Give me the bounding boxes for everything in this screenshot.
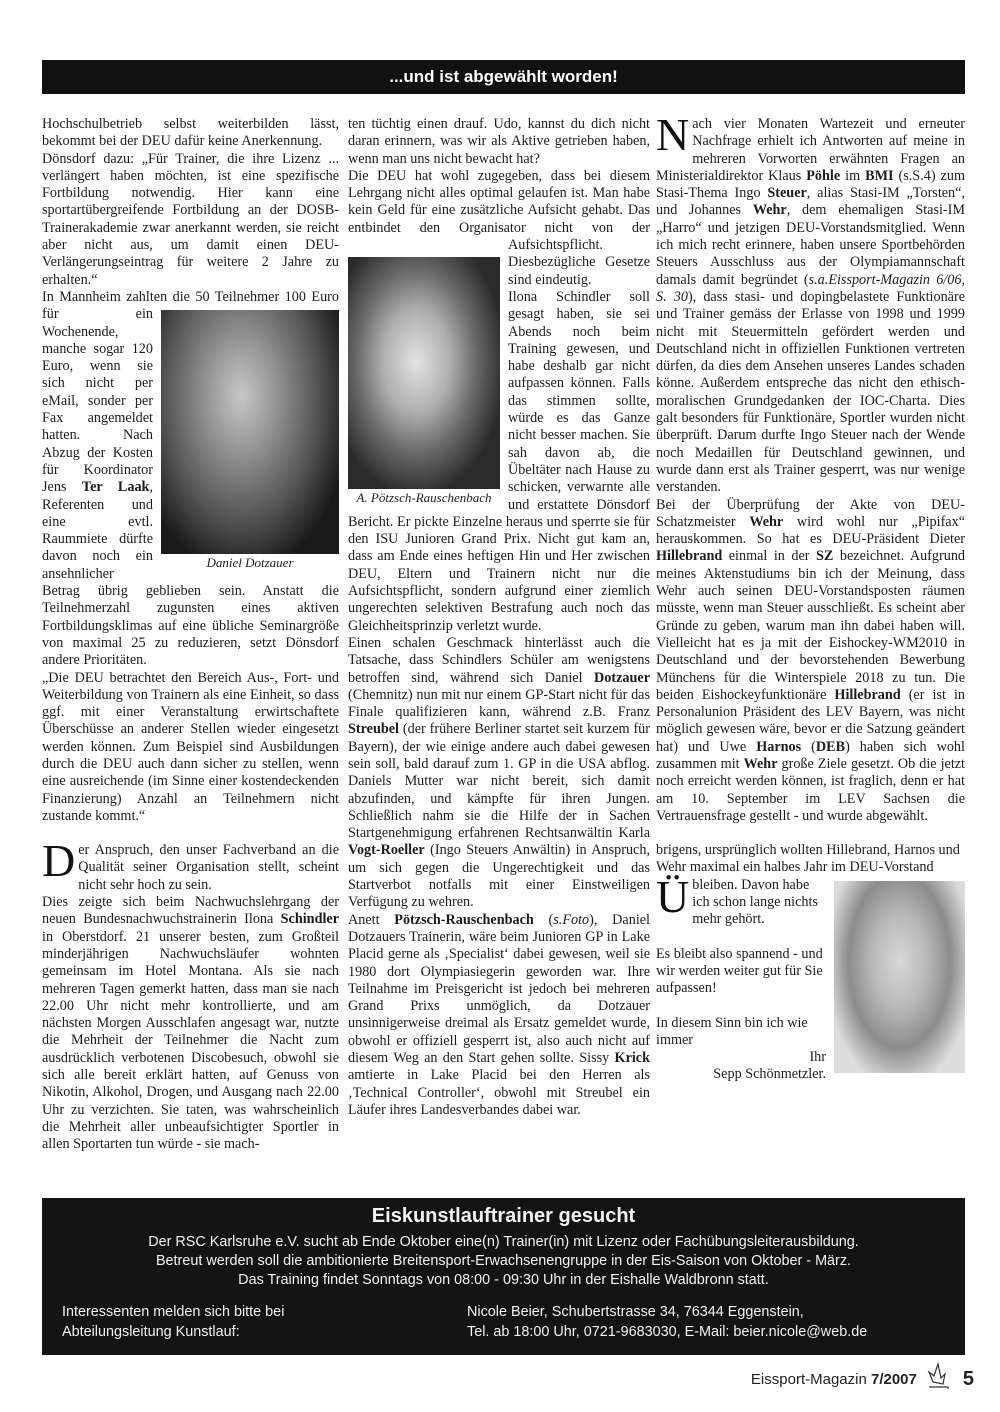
- bold-name: Hillebrand: [834, 686, 901, 703]
- paragraph: [348, 635, 650, 912]
- text-run: Dönsdorf dazu: „Für Trainer, die ihre Lizenz ... verlängert haben möchten, ist eine spezifische Fortbildung notwendig. Hier kann eine sportartübergreifende Fortbildung an der DOSB-Trainerakademie zwar anerkannt werden, sie reicht aber nicht aus, um damit einen DEU- Verlängerungseintrag für weitere 2 Jahre zu erhalten.“: [42, 150, 339, 288]
- job-advertisement: [42, 1198, 965, 1355]
- text-run: (der frühere Berliner startet seit kurzem für Bayern), der wie einige andere auch dabei gewesen sein soll, bald darauf zum 1. GP in die USA abflog. Daniels Mutter war nicht bereit, sich damit abzufinden, und kämpfte für ihren Jungen. Schließlich nahm sie die Hilfe der in Sachen Startgenehmigung erfahrenen Rechtsanwältin Karla: [348, 721, 650, 842]
- photo-caption: A. Pötzsch-Rauschenbach: [356, 489, 492, 505]
- text-run: ten tüchtig einen drauf. Udo, kannst du dich nicht daran erinnern, was wir als Aktive getrieben haben, wenn man uns nicht bewacht hat?: [348, 116, 650, 167]
- photo-sepp-schoenmetzler: [834, 881, 965, 1073]
- bold-name: Pötzsch-Rauschenbach: [394, 911, 534, 928]
- text-run: (er ist in Personalunion Präsident des LEV Bayern, was nicht möglich gewesen wäre, bevor er die Satzung geändert hat) und Uwe: [656, 686, 966, 755]
- photo-poetzsch-rauschenbach: [348, 257, 500, 489]
- bold-name: Harnos: [756, 738, 802, 755]
- article-column-1: [42, 116, 339, 1154]
- paragraph-dropcap: [42, 835, 339, 894]
- text-run: (s.S.4) zum Stasi-Thema Ingo: [656, 167, 965, 202]
- text-run: er Anspruch, den unser Fachverband an die Qualität seiner Organisation stellt, scheint nicht sehr hoch zu sein.: [78, 842, 339, 893]
- ad-line: Das Training findet Sonntags von 08:00 - 09:30 Uhr in der Eishalle Waldbronn statt.: [238, 1272, 769, 1288]
- text-run: brigens, ursprünglich wollten Hillebrand, Harnos und Wehr maximal ein halbes Jahr im DEU-Vorstand bleiben. Davon habe ich schon lange nichts mehr gehört.: [656, 842, 960, 928]
- text-run: Anett: [348, 911, 395, 928]
- paragraph: [42, 151, 339, 289]
- text-run: (: [533, 911, 554, 928]
- paragraph: [656, 497, 965, 826]
- bold-name: Ter Laak: [81, 479, 150, 496]
- contact-label-line: Abteilungsleitung Kunstlauf:: [62, 1324, 240, 1340]
- page-number: 5: [962, 1367, 974, 1390]
- text-run: Einen schalen Geschmack hinterlässt auch die Tatsache, dass Schindlers Schüler am wenigstens betroffen sind, während sich Daniel: [348, 634, 650, 686]
- bold-name: Krick: [614, 1050, 650, 1067]
- text-run: wird wohl nur „Pipifax“ herauskommen. So hat es DEU-Präsident Dieter: [656, 513, 965, 548]
- bold-name: Wehr: [743, 755, 778, 772]
- bold-name: Steuer: [767, 185, 807, 202]
- text-run: In diesem Sinn bin ich wie immer: [656, 1014, 808, 1048]
- article-column-2: [348, 116, 650, 1119]
- photo-daniel-dotzauer: [161, 310, 339, 554]
- text-run: ), Daniel Dotzauers Trainerin, wäre beim Junioren GP in Lake Placid gerne als ‚Specialist‘ dabei gewesen, weil sie 1980 dort Olympiasiegerin geworden war. Ihre Teilnahme im Preisgericht ist jedoch bei mehreren Grand Prixs unmöglich, da Dotzauer unsinnigerweise dreimal als Ersatz gemeldet wurde, obwohl er offiziell gesperrt ist, also auch nicht auf diesem Weg an den Start gehen sollte. Sissy: [348, 911, 650, 1067]
- ad-title: Eiskunstlauftrainer gesucht: [371, 1205, 636, 1227]
- photo-figure-poetzsch-rauschenbach: [348, 257, 500, 507]
- bold-name: Wehr: [749, 513, 784, 530]
- text-run: ) haben sich wohl zusammen mit: [656, 738, 965, 772]
- paragraph-dropcap: [656, 109, 965, 497]
- bold-name: Pöhle: [806, 167, 841, 184]
- paragraph: [42, 894, 339, 1153]
- bold-name: Wehr: [752, 202, 787, 219]
- text-run: Die DEU hat wohl zugegeben, dass bei diesem Lehrgang nicht alles optimal gelaufen ist. Man habe kein Geld für eine zusätzliche Aufsicht gehabt. Das entbindet den Organisator nicht von der Aufsichtspflicht. Diesbezügliche Gesetze sind eindeutig.: [348, 167, 650, 288]
- signature: Sepp Schönmetzler.: [713, 1066, 826, 1083]
- text-run: einmal in der: [722, 548, 817, 565]
- drop-cap: Ü: [656, 871, 690, 923]
- paragraph: [348, 912, 650, 1120]
- ad-line: Der RSC Karlsruhe e.V. sucht ab Ende Oktober eine(n) Trainer(in) mit Lizenz oder Fachübungsleiterausbildung.: [148, 1234, 859, 1250]
- contact-label-line: Interessenten melden sich bitte bei: [62, 1304, 285, 1320]
- text-run: in Oberstdorf. 21 unserer besten, zum Großteil minderjährigen Nachwuchsläufer wohnten gemeinsam im Hotel Montana. Als sie nach mehreren Tagen gemerkt hatten, dass man sie nach 22.00 Uhr nicht mehr kontrollierte, und am nächsten Morgen Ausschlafen angesagt war, nutzte die Mehrheit der Teilnehmer die Nacht zum ausdrücklich verbotenen Discobesuch, obwohl sie sich alle bereit erklärt hatten, auf Genuss von Nikotin, Alkohol, Drogen, und Ausgang nach 22.00 Uhr zu verzichten. Sie taten, was wahrscheinlich die Mehrheit aller unbeaufsichtigter Sportler in allen Sportarten tun würde - sie mach-: [42, 928, 339, 1153]
- paragraph-text: [78, 842, 339, 893]
- text-run: im: [840, 167, 866, 184]
- paragraph: [42, 670, 339, 826]
- text-run: , Referenten und eine evtl. Raummiete dürfte davon noch ein ansehnlicher Betrag übrig geblieben sein. Anstatt die Teilnehmerzahl zugunsten eines aktiven Fortbildungsklimas auf eine übliche Seminargröße von maximal 25 zu reduzieren, setzt Dönsdorf andere Prioritäten.: [42, 479, 339, 669]
- text-run: Bei der Überprüfung der Akte von DEU-Schatzmeister: [656, 496, 965, 530]
- text-run: , dem ehemaligen Stasi-IM „Harro“ und jetzigen DEU-Vorstandsmitglied. Wenn ich mich recht erinnere, haben unsere Sportbehörden Steuers Ausschluss aus der Olympiamannschaft damals damit begründet (: [656, 202, 965, 288]
- bold-name: Dotzauer: [594, 669, 650, 686]
- ad-body: [42, 1233, 965, 1290]
- photo-figure-author: [834, 881, 965, 1073]
- italic-reference: s.Foto: [553, 911, 590, 928]
- bold-name: Schindler: [280, 911, 339, 928]
- bold-name: Streubel: [348, 721, 399, 738]
- paragraph-text: [656, 109, 965, 496]
- text-run: Es bleibt also spannend - und wir werden weiter gut für Sie aufpassen!: [656, 945, 823, 997]
- italic-reference: s.a.Eissport-Magazin 6/06, S. 30: [656, 271, 965, 305]
- text-run: Dies zeigte sich beim Nachwuchslehrgang der neuen Bundesnachwuchstrainerin Ilona: [42, 894, 339, 928]
- magazine-name: Eissport-Magazin: [750, 1370, 867, 1388]
- bold-name: Vogt-Roeller: [348, 842, 425, 859]
- ad-line: Betreut werden soll die ambitionierte Breitensport-Erwachsenengruppe in der Eis-Saison von Oktober - März.: [155, 1253, 852, 1269]
- drop-cap: D: [42, 835, 76, 887]
- text-run: In Mannheim zahlten die 50 Teilnehmer 100 Euro für ein Wochenende, manche sogar 120 Euro, wenn sie sich nicht per eMail, sonder per Fax angemeldet hatten. Nach Abzug der Kosten für Koordinator Jens: [42, 288, 339, 496]
- article-column-3: [656, 109, 966, 1084]
- bold-name: Hillebrand: [656, 548, 723, 565]
- page-footer: [751, 1362, 974, 1396]
- photo-caption: Daniel Dotzauer: [206, 554, 294, 570]
- issue-number: 7/2007: [870, 1370, 917, 1388]
- signoff: Ihr: [809, 1049, 826, 1066]
- text-run: ach vier Monaten Wartezeit und erneuter Nachfrage erhielt ich Antworten auf meine in mehreren Vorworten erwähnten Fragen an Ministerialdirektor Klaus: [656, 116, 965, 184]
- contact-address: Nicole Beier, Schubertstrasse 34, 76344 Eggenstein,: [467, 1304, 804, 1320]
- paragraph: [348, 116, 650, 168]
- photo-figure-daniel-dotzauer: [161, 310, 339, 572]
- bold-name: DEB: [815, 738, 846, 755]
- contact-phone-email: Tel. ab 18:00 Uhr, 0721-9683030, E-Mail: beier.nicole@web.de: [467, 1324, 868, 1340]
- text-run: (Ingo Steuers Anwältin) in Anspruch, um sich gegen die Ungerechtigkeit und das Startverbot notfalls mit einer Einstweiligen Verfügung zu wehren.: [348, 842, 650, 911]
- text-run: Ilona Schindler soll gesagt haben, sie sei Abends noch beim Training gewesen, und habe deshalb gar nicht aufpassen können. Falls das stimmen sollte, würde es das Ganze nicht besser machen. Sie sah davon ab, die Übeltäter nach Hause zu schicken, verwarnte alle und erstattete Dönsdorf Bericht. Er pickte Einzelne heraus und sperrte sie für den ISU Junioren Grand Prix. Nicht gut kam an, dass am Ende eines heftigen Hin und Her zwischen DEU, Eltern und Trainern nicht nur die Aufsichtspflicht, sondern aufgrund einer ziemlich ungerechten selektiven Bestrafung auch noch das Gleichheitsprinzip verletzt wurde.: [348, 288, 650, 634]
- text-run: bezeichnet. Aufgrund meines Aktenstudiums bin ich der Meinung, dass Wehr auch seinen DEU-Vorstandsposten räumen müsste, wenn man Steuer ausschließt. Es scheint aber Gründe zu geben, warum man ihn dabei haben will. Vielleicht hat es ja mit der Eishockey-WM2010 in Deutschland und der bevorstehenden Bewerbung Münchens für die Winterspiele 2018 zu tun. Die beiden Eishockeyfunktionäre: [656, 548, 966, 703]
- text-run: große Ziele gesetzt. Ob die jetzt noch erreicht werden können, ist fraglich, denn er hat am 10. September im LEV Sachsen die Vertrauensfrage gestellt - und wurde abgewählt.: [656, 755, 965, 824]
- text-run: (: [801, 738, 816, 755]
- ad-contact-label: [62, 1302, 284, 1342]
- section-title: ...und ist abgewählt worden!: [389, 67, 618, 86]
- text-run: (Chemnitz) nun mit nur einem GP-Start nicht für das Finale qualifizieren kann, während z.B. Franz: [348, 686, 650, 721]
- ad-contact-details: [467, 1302, 867, 1342]
- text-run: Hochschulbetrieb selbst weiterbilden lässt, bekommt bei der DEU dafür keine Anerkennung.: [42, 116, 339, 150]
- text-run: , alias Stasi-IM „Torsten“, und Johannes: [656, 185, 965, 219]
- text-run: amtierte in Lake Placid bei den Herren als ‚Technical Controller‘, obwohl mit Streubel ein Läufer ihres Landesverbandes dabei war.: [348, 1067, 650, 1118]
- bold-name: SZ: [816, 548, 834, 565]
- bold-name: BMI: [865, 167, 894, 184]
- section-header-bar: [42, 60, 965, 94]
- paragraph: [42, 116, 339, 151]
- text-run: „Die DEU betrachtet den Bereich Aus-, Fort- und Weiterbildung von Trainern als eine Einheit, so dass ggf. mit einer Veranstaltung erwirtschaftete Überschüsse an anderer Stellen wieder eingesetzt werden können. Zum Beispiel sind Ausbildungen durch die DEU auch dann sicher zu stellen, wenn eine ausreichende (im Sinne einer kostendeckenden Finanzierung) Anzahl an Teilnehmern nicht zustande kommt.“: [42, 669, 339, 824]
- text-run: ), dass stasi- und dopingbelastete Funktionäre und Trainer gemäss der Erlasse von 1998 und 1999 nicht mit Steuermitteln gefördert werden und Deutschland nicht in offiziellen Funktionen vertreten dürfen, da dies dem Ansehen unseres Landes schaden könne. Außerdem entspreche das nicht den ethisch-moralischen Grundgedanken der IOC-Charta. Dies galt besonders für Funktionäre, Sportler wurden nicht überprüft. Darum durfte Ingo Steuer nach der Wende noch Medaillen für Deutschland gewinnen, und wurde dann erst als Trainer gesperrt, was nur wenige verstanden.: [656, 288, 965, 496]
- drop-cap: N: [656, 109, 690, 160]
- skater-logo-icon: [925, 1362, 951, 1396]
